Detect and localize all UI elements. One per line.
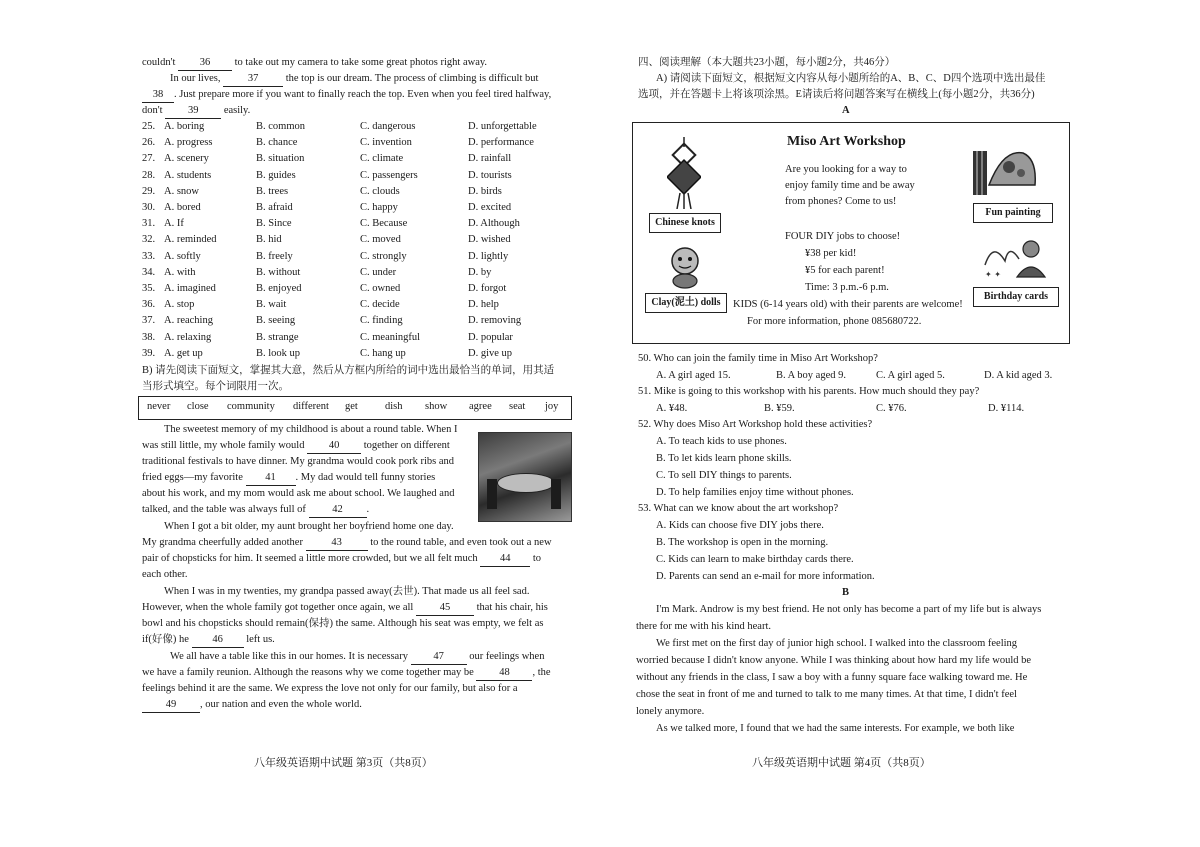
question-number: 35. [142, 283, 156, 294]
option-d: D. help [468, 299, 499, 311]
option-a: A. stop [164, 299, 195, 311]
option-c: C. Because [360, 218, 408, 230]
section-b-instructions-1: B) 请先阅读下面短文，掌握其大意，然后从方框内所给的词中选出最恰当的单词，用其适 [142, 365, 555, 376]
option-d: D. popular [468, 331, 513, 343]
word: close [187, 401, 209, 412]
text: However, when the whole family got together once again, we all [142, 602, 414, 613]
question-number: 36. [142, 299, 156, 311]
blank-num: 45 [439, 602, 451, 613]
option-b: B. Since [256, 218, 292, 230]
passage-line: When I was in my twenties, my grandpa passed away(去世). That made us all feel sad. [164, 586, 530, 597]
option: D. To help families enjoy time without phones. [656, 487, 854, 498]
ad-line: For more information, phone 085680722. [747, 316, 922, 327]
part-b-line: there for me with his kind heart. [636, 621, 772, 632]
question-number: 34. [142, 266, 156, 278]
blank-40 [307, 439, 361, 454]
passage-line: about his work, and my mom would ask me about school. We laughed and [142, 488, 455, 499]
text: My grandma cheerfully added another [142, 537, 303, 548]
ad-line: FOUR DIY jobs to choose! [785, 231, 901, 242]
option-b: B. chance [256, 137, 298, 149]
text: to [532, 553, 542, 564]
ad-title: Miso Art Workshop [787, 134, 906, 149]
option-a: A. boring [164, 121, 205, 132]
option: A. A girl aged 15. [656, 370, 731, 381]
option: A. To teach kids to use phones. [656, 436, 787, 447]
passage-line [142, 601, 548, 616]
option-c: C. strongly [360, 250, 407, 262]
instructions-line: 选项，并在答题卡上将该项涂黑。E请读后将问题答案写在横线上(每小题2分，共36分) [638, 89, 1035, 100]
option-d: D. excited [468, 202, 512, 213]
word: community [227, 401, 275, 412]
option-row [142, 136, 572, 150]
option-b: B. freely [256, 250, 293, 262]
option-c: C. finding [360, 315, 403, 327]
option: B. ¥59. [764, 403, 795, 414]
option-c: C. owned [360, 283, 401, 294]
blank-45 [416, 601, 474, 616]
option-d: D. birds [468, 185, 502, 197]
text: to take out my camera to take some great photos right away. [234, 57, 488, 68]
option: B. A boy aged 9. [776, 370, 846, 381]
word: seat [509, 401, 526, 412]
passage-line: The sweetest memory of my childhood is about a round table. When I [164, 424, 458, 435]
text: . [366, 504, 370, 515]
option-c: C. happy [360, 202, 398, 213]
option-a: A. snow [164, 185, 200, 197]
blank-num: 46 [212, 634, 223, 645]
option-c: C. passengers [360, 169, 418, 181]
word: dish [385, 401, 403, 412]
option-b: B. common [256, 121, 305, 132]
blank-43 [306, 536, 368, 551]
blank-47 [411, 650, 467, 665]
blank-num: 40 [328, 440, 340, 451]
option-b: B. wait [256, 299, 287, 311]
option-a: A. imagined [164, 283, 216, 294]
blank-48 [476, 666, 532, 681]
blank-num: 44 [499, 553, 511, 564]
option-a: A. progress [164, 137, 213, 149]
question-number: 29. [142, 185, 156, 197]
ad-line: KIDS (6-14 years old) with their parents are welcome! [733, 299, 963, 310]
passage-line: each other. [142, 569, 188, 580]
part-b-line: I'm Mark. Androw is my best friend. He not only has become a part of my life but is always [656, 604, 1042, 615]
text: talked, and the table was always full of [142, 504, 306, 515]
option-a: A. bored [164, 202, 201, 213]
question-50: 50. Who can join the family time in Miso Art Workshop? [638, 353, 878, 364]
page-footer: 八年级英语期中试题 第4页（共8页） [752, 757, 931, 769]
option-row [142, 233, 572, 247]
blank-38 [142, 88, 174, 103]
option-row [142, 169, 572, 183]
word: agree [469, 401, 492, 412]
text: left us. [246, 634, 275, 645]
option-d: D. Although [468, 218, 520, 230]
blank-num: 43 [331, 537, 342, 548]
blank-num: 48 [499, 667, 510, 678]
passage-line [170, 650, 544, 665]
option-c: C. clouds [360, 185, 400, 197]
question-number: 32. [142, 234, 156, 246]
option-b: B. situation [256, 153, 305, 165]
intro-line-4 [142, 104, 250, 119]
question-number: 31. [142, 218, 156, 230]
passage-line [142, 552, 541, 567]
blank-num: 36 [199, 57, 211, 68]
option-c: C. dangerous [360, 121, 416, 132]
option-a: A. students [164, 169, 212, 181]
label-fun-painting: Fun painting [973, 203, 1053, 223]
chair-shape [487, 479, 497, 509]
option-b: B. seeing [256, 315, 296, 327]
ad-line: Are you looking for a way to [785, 164, 907, 175]
page-footer: 八年级英语期中试题 第3页（共8页） [254, 757, 433, 769]
option-row [142, 201, 572, 215]
text: . My dad would tell funny stories [295, 472, 436, 483]
option-row [142, 250, 572, 264]
blank-44 [480, 552, 530, 567]
option-d: D. rainfall [468, 153, 512, 165]
text: together on different [363, 440, 450, 451]
word: joy [545, 401, 559, 412]
question-number: 25. [142, 121, 156, 132]
option-b: B. enjoyed [256, 283, 302, 294]
word: show [425, 401, 448, 412]
passage-line [142, 666, 551, 681]
blank-num: 41 [265, 472, 276, 483]
option: A. Kids can choose five DIY jobs there. [656, 520, 824, 531]
blank-41 [246, 471, 296, 486]
passage-line: bowl and his chopsticks should remain(保持) the same. Although his seat was empty, we felt as [142, 618, 544, 629]
option-a: A. If [164, 218, 184, 230]
blank-39 [165, 104, 221, 119]
table-shape [497, 473, 555, 493]
text: easily. [223, 105, 251, 116]
text: that his chair, his [476, 602, 548, 613]
part-b-line: worried because I didn't know anyone. While I was thinking about how hard my life would be [636, 655, 1032, 666]
question-number: 26. [142, 137, 156, 149]
passage-line: feelings behind it are the same. We express the love not only for our family, but also for a [142, 683, 518, 694]
option-a: A. relaxing [164, 331, 212, 343]
option: C. A girl aged 5. [876, 370, 945, 381]
text: . Just prepare more if you want to finally reach the top. Even when you feel tired halfway, [174, 89, 552, 100]
blank-46 [192, 633, 244, 648]
text: our feelings when [469, 651, 545, 662]
label-chinese-knots: Chinese knots [649, 213, 721, 233]
option-row [142, 217, 572, 231]
blank-num: 42 [332, 504, 343, 515]
passage-line [142, 698, 362, 713]
option-c: C. meaningful [360, 331, 421, 343]
text: to the round table, and even took out a new [370, 537, 552, 548]
passage-line [142, 536, 552, 551]
option-b: B. without [256, 266, 301, 278]
round-table-photo [478, 432, 572, 522]
part-a-label: A [842, 105, 850, 116]
option-a: A. scenery [164, 153, 209, 165]
option: C. Kids can learn to make birthday cards there. [656, 554, 854, 565]
question-52: 52. Why does Miso Art Workshop hold these activities? [638, 419, 873, 430]
text: , the [532, 667, 551, 678]
option-c: C. under [360, 266, 397, 278]
blank-37 [223, 72, 283, 87]
option-row [142, 120, 572, 134]
option-d: D. give up [468, 347, 513, 359]
option-c: C. invention [360, 137, 412, 149]
option-b: B. strange [256, 331, 299, 343]
word-box [138, 396, 572, 420]
part-b-line: lonely anymore. [636, 706, 705, 717]
passage-line [142, 471, 435, 486]
question-number: 38. [142, 331, 156, 343]
option-row [142, 282, 572, 296]
option-row [142, 331, 572, 345]
question-number: 30. [142, 202, 156, 213]
option-a: A. get up [164, 347, 203, 359]
option-row [142, 152, 572, 166]
question-53: 53. What can we know about the art workshop? [638, 503, 839, 514]
option: A. ¥48. [656, 403, 688, 414]
option-row [142, 314, 572, 328]
ad-line: from phones? Come to us! [785, 196, 897, 207]
workshop-ad [632, 122, 1070, 344]
option-row [142, 185, 572, 199]
text: we have a family reunion. Although the reasons why we come together may be [142, 667, 474, 678]
option-row [142, 347, 572, 361]
option-a: A. reaching [164, 315, 213, 327]
option-c: C. decide [360, 299, 400, 311]
blank-42 [309, 503, 367, 518]
label-clay-dolls: Clay(泥土) dolls [645, 293, 727, 313]
word: different [293, 401, 329, 412]
option-d: D. removing [468, 315, 522, 327]
option-a: A. with [164, 266, 196, 278]
passage-line [142, 503, 369, 518]
blank-num: 47 [433, 651, 444, 662]
svg-text:✦ ✦: ✦ ✦ [985, 270, 1001, 279]
option-row [142, 266, 572, 280]
blank-num: 39 [187, 105, 199, 116]
blank-num: 38 [152, 89, 164, 100]
text: couldn't [142, 57, 176, 68]
text: don't [142, 105, 163, 116]
question-number: 37. [142, 315, 156, 327]
ad-line: ¥5 for each parent! [805, 265, 885, 276]
question-number: 28. [142, 169, 156, 181]
clay-doll-icon [663, 245, 707, 289]
text: pair of chopsticks for him. It seemed a little more crowded, but we all felt much [142, 553, 478, 564]
option-b: B. hid [256, 234, 282, 246]
option-row [142, 298, 572, 312]
option-a: A. reminded [164, 234, 217, 246]
blank-49 [142, 698, 200, 713]
ad-line: ¥38 per kid! [805, 248, 857, 259]
option-d: D. performance [468, 137, 534, 149]
option: D. ¥114. [988, 403, 1025, 414]
option-a: A. softly [164, 250, 201, 262]
intro-line-1 [142, 56, 487, 71]
option-b: B. afraid [256, 202, 293, 213]
part-b-line: chose the seat in front of me and turned to talk to me many times. At that time, I didn't feel [636, 689, 1017, 700]
ad-line: enjoy family time and be away [785, 180, 915, 191]
option-d: D. unforgettable [468, 121, 537, 132]
label-birthday-cards: Birthday cards [973, 287, 1059, 307]
intro-line-3 [142, 88, 551, 103]
intro-line-2 [170, 72, 538, 87]
instructions-line: A) 请阅读下面短文，根据短文内容从每小题所给的A、B、C、D四个选项中选出最佳 [656, 73, 1046, 84]
painting-icon [973, 145, 1039, 197]
section-b-instructions-2: 当形式填空。每个词限用一次。 [142, 381, 289, 392]
option-d: D. by [468, 266, 492, 278]
option-d: D. lightly [468, 250, 509, 262]
passage-line [142, 633, 275, 648]
word: never [147, 401, 171, 412]
question-number: 39. [142, 347, 156, 359]
option: D. A kid aged 3. [984, 370, 1053, 381]
word: get [345, 401, 358, 412]
option-d: D. forgot [468, 283, 507, 294]
option-b: B. look up [256, 347, 301, 359]
part-b-line: We first met on the first day of junior high school. I walked into the classroom feeling [656, 638, 1018, 649]
text: fried eggs—my favorite [142, 472, 243, 483]
passage-line: When I got a bit older, my aunt brought her boyfriend home one day. [164, 521, 454, 532]
question-51: 51. Mike is going to this workshop with his parents. How much should they pay? [638, 386, 980, 397]
option: B. The workshop is open in the morning. [656, 537, 829, 548]
option-c: C. climate [360, 153, 404, 165]
part-b-line: As we talked more, I found that we had the same interests. For example, we both like [656, 723, 1015, 734]
text: the top is our dream. The process of climbing is difficult but [285, 73, 539, 84]
blank-num: 49 [165, 699, 177, 710]
passage-line [142, 439, 450, 454]
text: , our nation and even the whole world. [200, 699, 362, 710]
option-d: D. tourists [468, 169, 512, 181]
section-title: 四、阅读理解（本大题共23小题，每小题2分，共46分） [638, 57, 896, 68]
chinese-knot-icon [667, 137, 701, 209]
part-b-label: B [842, 587, 850, 598]
option-b: B. trees [256, 185, 289, 197]
option-c: C. hang up [360, 347, 406, 359]
birthday-card-icon [981, 235, 1047, 279]
text: We all have a table like this in our homes. It is necessary [170, 651, 408, 662]
ad-line: Time: 3 p.m.-6 p.m. [805, 282, 889, 293]
blank-num: 37 [247, 73, 259, 84]
option-c: C. moved [360, 234, 401, 246]
text: In our lives, [170, 73, 221, 84]
chair-shape [551, 479, 561, 509]
blank-36 [178, 56, 232, 71]
option: C. ¥76. [876, 403, 907, 414]
passage-line: traditional festivals to have dinner. My grandma would cook pork ribs and [142, 456, 455, 467]
text: if(好像) he [142, 634, 189, 645]
option-d: D. wished [468, 234, 511, 246]
option: D. Parents can send an e-mail for more information. [656, 571, 875, 582]
option-b: B. guides [256, 169, 296, 181]
option: C. To sell DIY things to parents. [656, 470, 792, 481]
option: B. To let kids learn phone skills. [656, 453, 792, 464]
question-number: 33. [142, 250, 156, 262]
text: was still little, my whole family would [142, 440, 305, 451]
part-b-line: without any friends in the class, I saw a boy with a funny square face walking toward me. He [636, 672, 1028, 683]
question-number: 27. [142, 153, 156, 165]
